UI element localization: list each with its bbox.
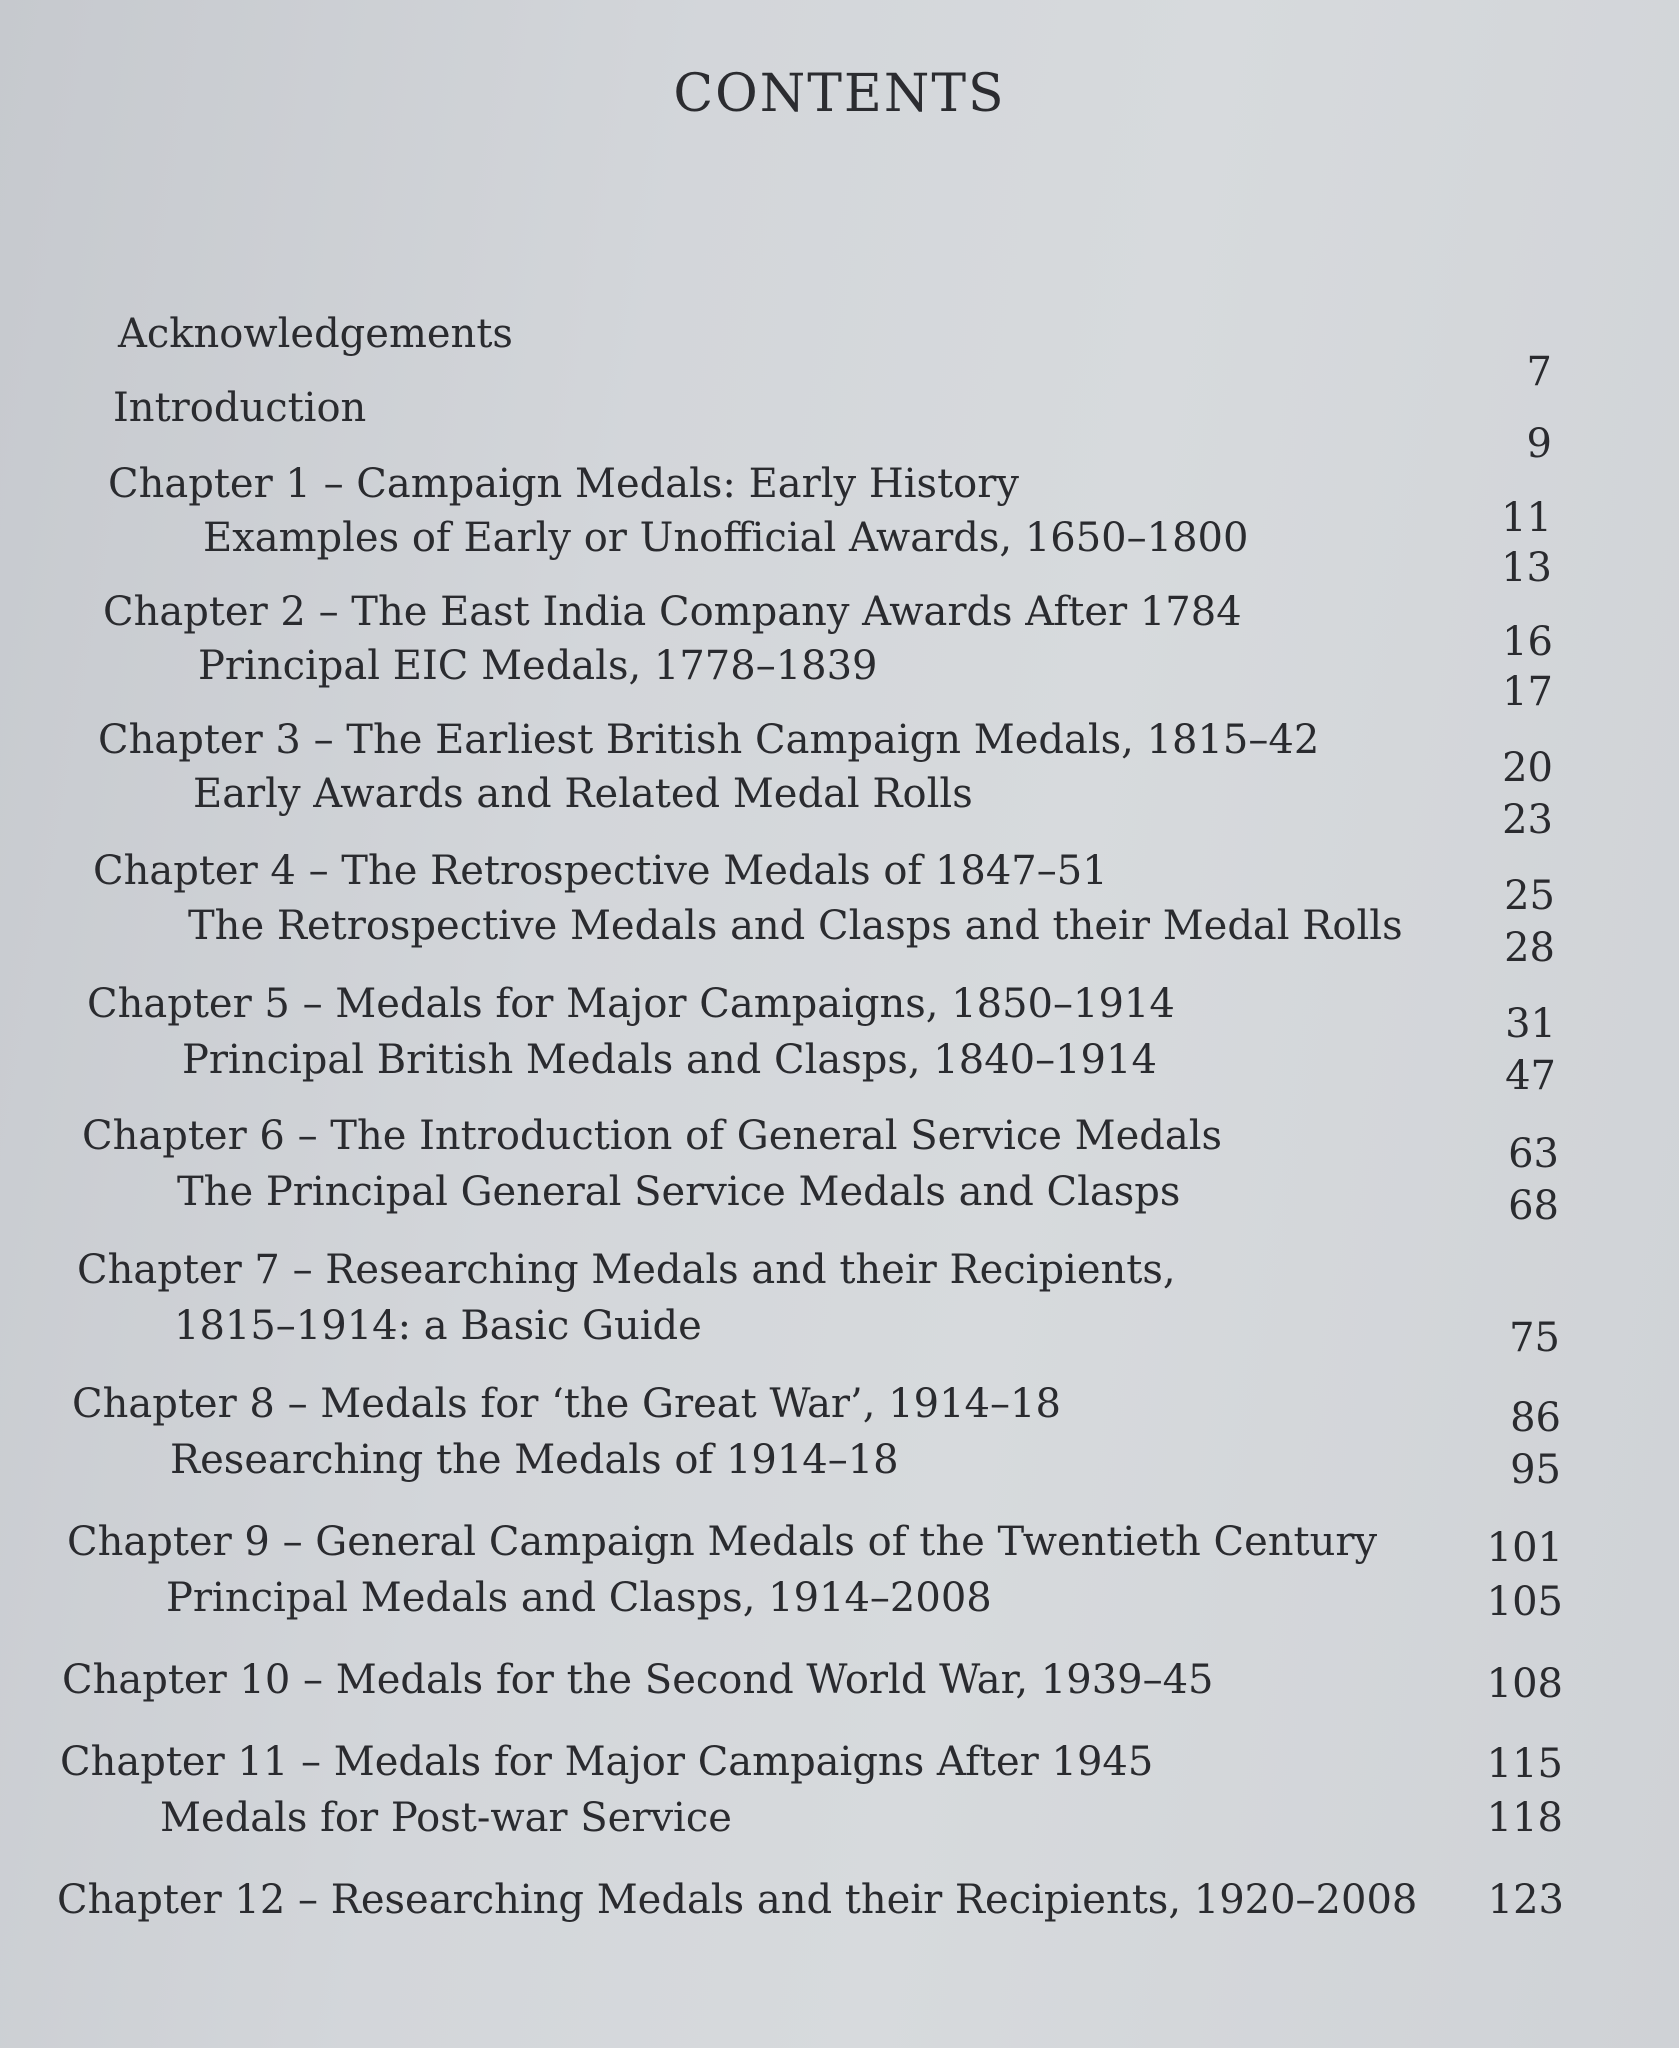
toc-entry-chapter-4: Chapter 4 – The Retrospective Medals of 1847–51 [93,848,1108,894]
page-number: 9 [1526,421,1552,467]
page-number: 47 [1505,1053,1556,1099]
page-number: 95 [1510,1447,1561,1493]
page-number: 108 [1486,1661,1563,1707]
toc-subentry-chapter-5: Principal British Medals and Clasps, 1840–1914 [182,1037,1157,1083]
toc-subentry-chapter-2: Principal EIC Medals, 1778–1839 [198,643,878,689]
toc-entry-acknowledgements: Acknowledgements [118,311,513,357]
toc-entry-chapter-10: Chapter 10 – Medals for the Second World War, 1939–45 [62,1657,1214,1703]
page-number: 17 [1502,669,1553,715]
page-number: 13 [1501,545,1552,591]
toc-entry-chapter-5: Chapter 5 – Medals for Major Campaigns, 1850–1914 [87,981,1175,1027]
toc-entry-chapter-3: Chapter 3 – The Earliest British Campaign Medals, 1815–42 [98,717,1320,763]
toc-entry-chapter-2: Chapter 2 – The East India Company Awards After 1784 [103,589,1242,635]
toc-subentry-chapter-4: The Retrospective Medals and Clasps and their Medal Rolls [188,903,1403,949]
toc-entry-chapter-7: Chapter 7 – Researching Medals and their Recipients, [77,1247,1176,1293]
page-number: 123 [1487,1877,1564,1923]
page-number: 7 [1526,349,1552,395]
page-number: 25 [1504,873,1555,919]
toc-entry-chapter-6: Chapter 6 – The Introduction of General Service Medals [82,1113,1223,1159]
page-number: 115 [1486,1741,1563,1787]
page-number: 118 [1486,1795,1563,1841]
toc-entry-chapter-11: Chapter 11 – Medals for Major Campaigns After 1945 [60,1739,1154,1785]
page-number: 28 [1504,925,1555,971]
page-number: 63 [1508,1131,1559,1177]
toc-entry-introduction: Introduction [113,385,367,431]
page-number: 68 [1508,1183,1559,1229]
page-number: 16 [1502,619,1553,665]
page-number: 11 [1501,495,1552,541]
contents-heading: CONTENTS [673,64,1006,124]
toc-subentry-chapter-6: The Principal General Service Medals and Clasps [177,1169,1181,1215]
toc-subentry-chapter-9: Principal Medals and Clasps, 1914–2008 [166,1575,992,1621]
toc-entry-chapter-12: Chapter 12 – Researching Medals and their Recipients, 1920–2008 [57,1877,1418,1923]
toc-subentry-chapter-7: 1815–1914: a Basic Guide [174,1303,702,1349]
page-number: 23 [1502,797,1553,843]
toc-subentry-chapter-11: Medals for Post-war Service [160,1795,732,1841]
toc-entry-chapter-1: Chapter 1 – Campaign Medals: Early History [108,461,1019,507]
page-number: 75 [1509,1315,1560,1361]
page-number: 105 [1486,1579,1563,1625]
page-number: 86 [1510,1395,1561,1441]
toc-subentry-chapter-3: Early Awards and Related Medal Rolls [193,771,973,817]
toc-entry-chapter-8: Chapter 8 – Medals for ‘the Great War’, 1914–18 [72,1381,1061,1427]
toc-subentry-chapter-1: Examples of Early or Unofficial Awards, 1650–1800 [203,515,1249,561]
page-number: 31 [1505,1001,1556,1047]
page-number: 20 [1502,745,1553,791]
page-number: 101 [1486,1525,1563,1571]
toc-entry-chapter-9: Chapter 9 – General Campaign Medals of the Twentieth Century [67,1519,1378,1565]
toc-subentry-chapter-8: Researching the Medals of 1914–18 [170,1437,899,1483]
